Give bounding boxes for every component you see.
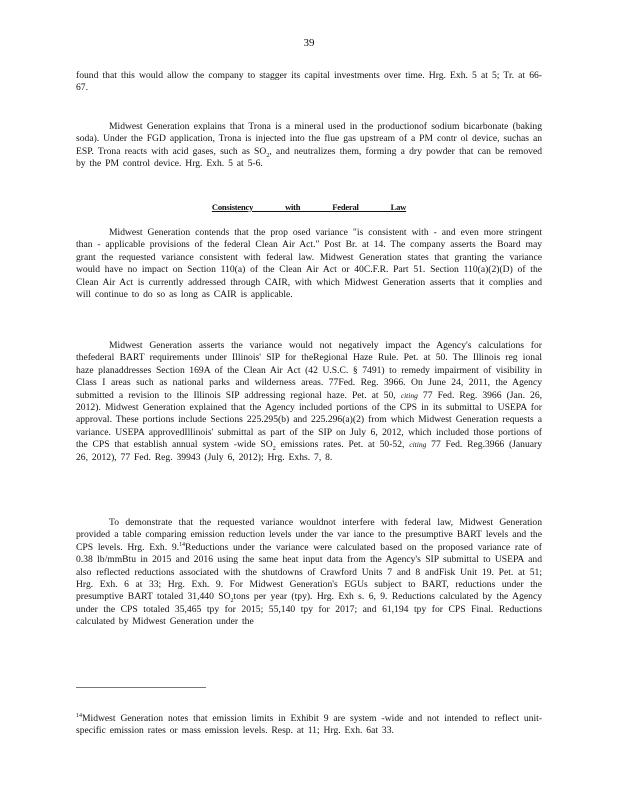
footnote — [76, 713, 542, 738]
footnote-reference: 14 — [179, 541, 186, 548]
footnote-number: 14 — [76, 712, 82, 719]
section-heading: Consistency with Federal Law — [211, 202, 407, 212]
paragraph-trona: Midwest Generation explains that Trona is a mineral used in the productionof sodium bicarbonate (baking soda). Under the FGD application, Trona is injected into the flue gas upstream of a PM contr ol device, suchas an ESP. Trona reacts with acid gases, such as $SO_2$, and neutralizes them, forming a dry powder that can be removed by the PM control device. Hrg. Exh. 5 at 5-6. — [76, 121, 543, 170]
paragraph-1: found that this would allow the company to stagger its capital investments over time. Hrg. Exh. 5 at 5; Tr. at 66-67. — [76, 70, 542, 94]
paragraph-demonstration: To demonstrate that the requested variance wouldnot interfere with federal law, Midwest Generation provided a table comparing emission reduction levels under the var iance to the presumptive BART levels and the CPS levels. Hrg. Exh. 9.14Reductions under the variance were calculated based on the proposed variance rate of 0.38 lb/mmBtu in 2015 and 2016 using the same heat input data from the Agency's SIP submittal to USEPA and also reflected reductions associated with the shutdowns of Crawford Units 7 and 8 andFisk Unit 19. Pet. at 51; Hrg. Exh. 6 at 33; Hrg. Exh. 9. For Midwest Generation's EGUs subject to BART, reductions under the presumptive BART totaled 31,440 $SO_2tons$ per year (tpy). Hrg. Exh s. 6, 9. Reductions calculated by the Agency under the CPS totaled 35,465 tpy for 2015; 55,140 tpy for 2017; and 61,194 tpy for CPS Final. Reductions calculated by Midwest Generation under the — [76, 517, 542, 628]
footnote-text: Midwest Generation notes that emission limits in Exhibit 9 are system -wide and not intended to reflect unit-specific emission rates or mass emission levels. Resp. at 11; Hrg. Exh. 6at 33. — [76, 713, 542, 737]
paragraph-consistency: Midwest Generation contends that the prop osed variance "is consistent with - and even more stringent than - applicable provisions of the federal Clean Air Act." Post Br. at 14. The company asserts the Board may grant the requested variance consistent with federal law. Midwest Generation states that granting the variance would have no impact on Section 110(a) of the Clean Air Act or 40C.F.R. Part 51. Section 110(a)(2)(D) of the Clean Air Act is currently addressed through CAIR, with which Midwest Generation asserts that it complies and will continue to do so as long as CAIR is applicable. — [76, 227, 542, 301]
paragraph-continuation — [76, 70, 542, 95]
page-number: 39 — [303, 37, 315, 49]
paragraph-bart: Midwest Generation asserts the variance would not negatively impact the Agency's calculations for thefederal BART requirements under Illinois' SIP for theRegional Haze Rule. Pet. at 50. The Illinois reg ional haze planaddresses Section 169A of the Clean Air Act (42 U.S.C. § 7491) to remedy impairment of visibility in Class I areas such as national parks and wilderness areas. 77Fed. Reg. 3966. On June 24, 2011, the Agency submitted a revision to the Illinois SIP addressing regional haze. Pet. at 50, citing 77 Fed. Reg. 3966 (Jan. 26, 2012). Midwest Generation explained that the Agency included portions of the CPS in its submittal to USEPA for approval. These portions include Sections 225.295(b) and 225.296(a)(2) from which Midwest Generation requests a variance. USEPA approvedIllinois' submittal as part of the SIP on July 6, 2012, which included those portions of the CPS that establish annual system -wide $SO_2$ emissions rates. Pet. at 50-52, citing 77 Fed. Reg.3966 (January 26, 2012), 77 Fed. Reg. 39943 (July 6, 2012); Hrg. Exhs. 7, 8. — [76, 340, 543, 463]
footnote-divider — [76, 687, 206, 688]
